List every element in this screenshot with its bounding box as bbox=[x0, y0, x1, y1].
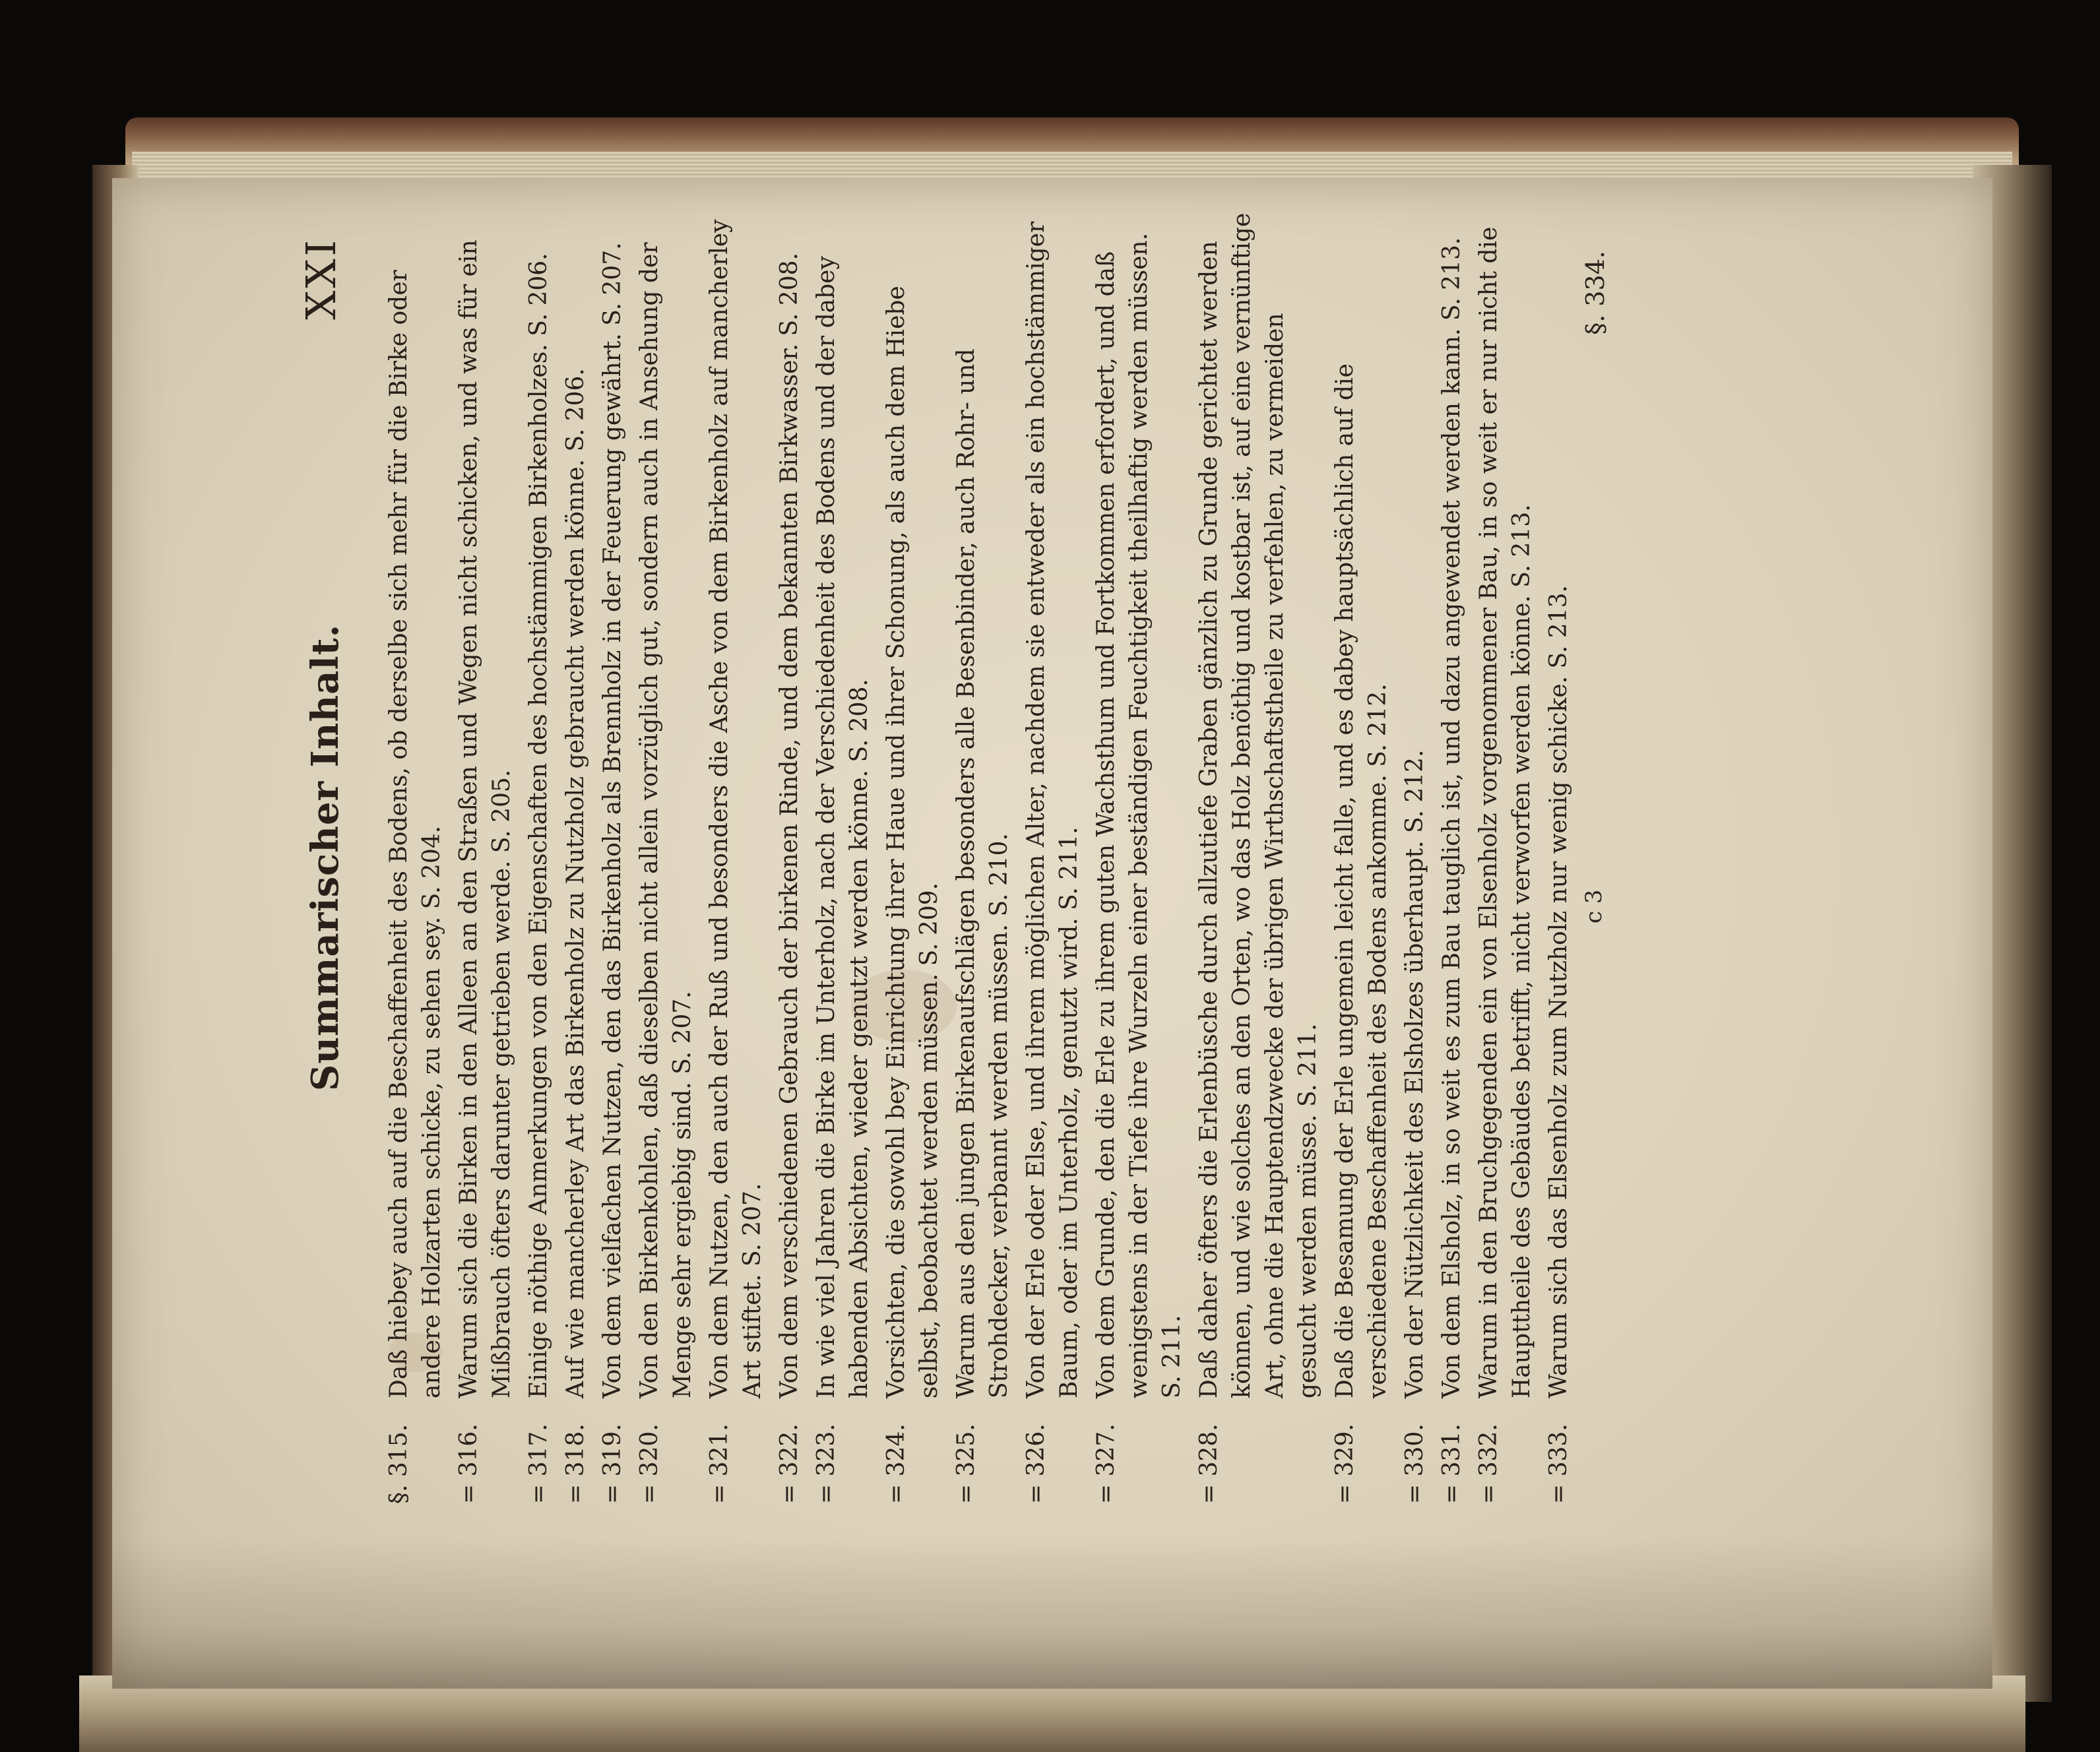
section-number: = 319. bbox=[599, 1424, 626, 1504]
contents-entry bbox=[596, 211, 629, 1504]
section-number: = 328. bbox=[1195, 1424, 1223, 1504]
section-number: = 329. bbox=[1331, 1424, 1358, 1504]
section-summary: Warum in den Bruchgegenden ein von Elsenholz vorgenommener Bau, in so weit er nur nicht die Haupttheile des Gebäudes betrifft, nicht verworfen werden könne. S. 213. bbox=[1475, 226, 1535, 1398]
section-summary: In wie viel Jahren die Birke im Unterholz, nach der Verschiedenheit des Bodens und der dabey habenden Absichten, wieder genutzt werden könne. S. 208. bbox=[813, 256, 873, 1398]
section-number: = 322. bbox=[776, 1424, 803, 1504]
section-number: = 333. bbox=[1545, 1424, 1572, 1504]
section-summary: Auf wie mancherley Art das Birkenholz zu Nutzholz gebraucht werden könne. S. 206. bbox=[562, 368, 589, 1398]
section-number: = 318. bbox=[562, 1424, 589, 1504]
contents-entry bbox=[523, 211, 556, 1504]
gutter-shadow bbox=[112, 1537, 1992, 1689]
section-summary: Einige nöthige Anmerkungen von den Eigenschaften des hochstämmigen Birkenholzes. S. 206. bbox=[525, 253, 552, 1398]
section-summary: Von dem Elsholz, in so weit es zum Bau tauglich ist, und dazu angewendet werden kann. S. 213. bbox=[1438, 237, 1465, 1398]
section-number: = 327. bbox=[1093, 1424, 1120, 1504]
running-header bbox=[297, 211, 383, 1504]
catchword: §. 334. bbox=[1581, 251, 1610, 335]
contents-entry bbox=[1090, 211, 1189, 1504]
section-summary: Von dem Nutzen, den auch der Ruß und besonders die Asche von dem Birkenholz auf mancherley Art stiftet. S. 207. bbox=[706, 219, 766, 1398]
section-summary: Von der Erle oder Else, und ihrem möglichen Alter, nachdem sie entweder als ein hochstämmiger Baum, oder im Unterholz, genutzt wird. S. 211. bbox=[1023, 221, 1083, 1398]
page-footer bbox=[1581, 211, 1620, 1504]
section-number: = 324. bbox=[883, 1424, 910, 1504]
contents-entry bbox=[383, 211, 449, 1504]
printed-text-block bbox=[297, 211, 2078, 1504]
signature-mark: c 3 bbox=[1581, 889, 1607, 923]
section-number: = 332. bbox=[1475, 1424, 1502, 1504]
contents-entry bbox=[773, 211, 806, 1504]
contents-entry bbox=[1399, 211, 1432, 1504]
contents-entry bbox=[559, 211, 592, 1504]
contents-entry bbox=[453, 211, 519, 1504]
section-summary: Daß die Besamung der Erle ungemein leicht falle, und es dabey hauptsächlich auf die verschiedene Beschaffenheit des Bodens ankomme. S. 212. bbox=[1331, 363, 1391, 1398]
section-summary: Von dem vielfachen Nutzen, den das Birkenholz als Brennholz in der Feuerung gewährt. S. 207. bbox=[599, 242, 626, 1398]
section-number: = 316. bbox=[455, 1424, 482, 1504]
contents-entry bbox=[1329, 211, 1395, 1504]
section-number: = 323. bbox=[813, 1424, 840, 1504]
contents-entry bbox=[1436, 211, 1469, 1504]
contents-entry bbox=[633, 211, 699, 1504]
contents-entry bbox=[950, 211, 1016, 1504]
section-summary: Von dem verschiedenen Gebrauch der birkenen Rinde, und dem bekannten Birkwasser. S. 208. bbox=[776, 253, 803, 1398]
section-number: §. 315. bbox=[385, 1424, 412, 1504]
contents-entry bbox=[1193, 211, 1325, 1504]
section-summary: Von der Nützlichkeit des Elsholzes überhaupt. S. 212. bbox=[1401, 749, 1428, 1398]
contents-entry bbox=[810, 211, 876, 1504]
page-title: Summarischer Inhalt. bbox=[303, 623, 347, 1092]
contents-entry bbox=[1543, 211, 1575, 1504]
page-number: XXI bbox=[297, 237, 345, 320]
section-summary: Von dem Grunde, den die Erle zu ihrem guten Wachsthum und Fortkommen erfordert, und daß wenigstens in der Tiefe ihre Wurzeln einer beständigen Feuchtigkeit theilhaftig werden müssen. S. 211. bbox=[1093, 232, 1186, 1398]
section-summary: Daß daher öfters die Erlenbüsche durch allzutiefe Graben gänzlich zu Grunde gerichtet werden können, und wie solches an den Orten, wo das Holz benöthig und kostbar ist, auf eine vernünftige Art, ohne die Hauptendzwecke der übrigen Wirthschaftstheile zu verfehlen, zu vermeiden gesucht werden müsse. S. 211. bbox=[1195, 212, 1321, 1398]
contents-entry bbox=[880, 211, 946, 1504]
section-summary: Warum aus den jungen Birkenaufschlägen besonders alle Besenbinder, auch Rohr- und Strohdecker, verbannt werden müssen. S. 210. bbox=[953, 348, 1013, 1398]
section-number: = 321. bbox=[706, 1424, 733, 1504]
contents-list bbox=[383, 211, 1575, 1504]
section-number: = 330. bbox=[1401, 1424, 1428, 1504]
section-summary: Warum sich das Elsenholz zum Nutzholz nur wenig schicke. S. 213. bbox=[1545, 585, 1572, 1398]
section-summary: Von den Birkenkohlen, daß dieselben nicht allein vorzüglich gut, sondern auch in Ansehung der Menge sehr ergiebig sind. S. 207. bbox=[636, 242, 696, 1398]
contents-entry bbox=[703, 211, 769, 1504]
section-number: = 317. bbox=[525, 1424, 552, 1504]
section-number: = 326. bbox=[1023, 1424, 1050, 1504]
section-summary: Warum sich die Birken in den Alleen an den Straßen und Wegen nicht schicken, und was für ein Mißbrauch öfters darunter getrieben werde. S. 205. bbox=[455, 239, 515, 1398]
contents-entry bbox=[1020, 211, 1086, 1504]
section-summary: Daß hiebey auch auf die Beschaffenheit des Bodens, ob derselbe sich mehr für die Birke oder andere Holzarten schicke, zu sehen sey. S. 204. bbox=[385, 270, 445, 1398]
section-summary: Vorsichten, die sowohl bey Einrichtung ihrer Haue und ihrer Schonung, als auch dem Hiebe selbst, beobachtet werden müssen. S. 209. bbox=[883, 286, 943, 1398]
section-number: = 331. bbox=[1438, 1424, 1465, 1504]
text-column bbox=[297, 211, 1620, 1504]
section-number: = 320. bbox=[636, 1424, 663, 1504]
contents-entry bbox=[1473, 211, 1539, 1504]
section-number: = 325. bbox=[953, 1424, 980, 1504]
